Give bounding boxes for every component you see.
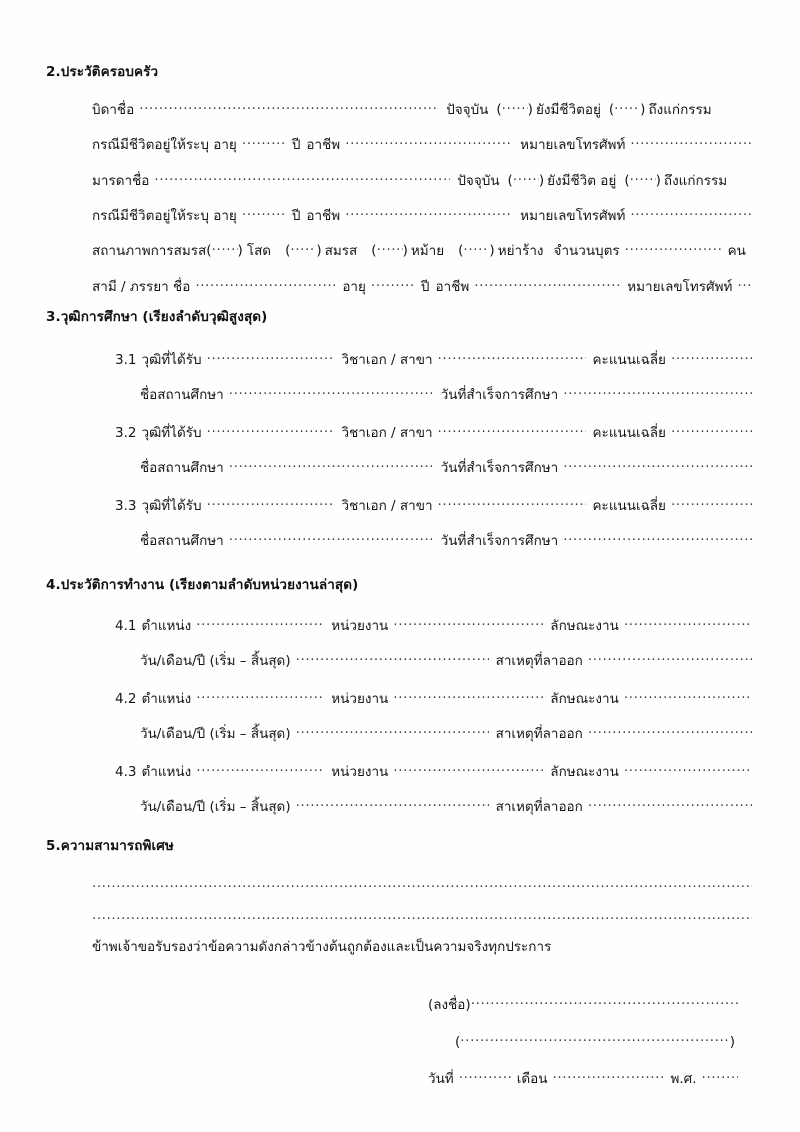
education-institution-label-2: ชื่อสถานศึกษา: [140, 459, 224, 476]
spouse-phone-field[interactable]: [737, 277, 752, 291]
work-position-label-2: ตำแหน่ง: [141, 690, 192, 707]
date-year-field[interactable]: [702, 1069, 739, 1083]
children-count-field[interactable]: [625, 241, 723, 255]
work-row-3: [115, 762, 752, 779]
education-institution-row-2: [140, 458, 752, 475]
spouse-age-label: อายุ: [342, 278, 366, 295]
work-position-field-2[interactable]: [196, 689, 324, 703]
status-divorced-checkbox[interactable]: ( ..... ): [458, 241, 495, 258]
printed-name-open-paren: (: [455, 1033, 461, 1050]
work-position-label-1: ตำแหน่ง: [141, 617, 192, 634]
work-period-row-1: [140, 651, 752, 668]
mother-occupation-field[interactable]: [345, 206, 513, 220]
work-nature-field-3[interactable]: [624, 762, 752, 776]
spouse-occupation-label: อาชีพ: [435, 278, 470, 295]
work-nature-field-2[interactable]: [624, 689, 752, 703]
mother-deceased-checkbox[interactable]: ( ..... ): [624, 171, 661, 188]
marital-status-label: สถานภาพการสมรส: [92, 242, 207, 259]
spouse-occupation-field[interactable]: [474, 277, 620, 291]
education-degree-label-2: วุฒิที่ได้รับ: [141, 424, 202, 441]
father-alive-label: ยังมีชีวิตอยู่: [535, 101, 601, 118]
work-row-1: [115, 616, 752, 633]
work-period-field-3[interactable]: [296, 797, 489, 811]
work-position-field-3[interactable]: [196, 762, 324, 776]
father-age-field[interactable]: [242, 135, 287, 149]
education-number-1: 3.1: [115, 351, 137, 368]
work-period-label-2: วัน/เดือน/ปี (เริ่ม – สิ้นสุด): [140, 725, 291, 742]
work-number-2: 4.2: [115, 690, 137, 707]
education-major-label-1: วิชาเอก / สาขา: [341, 351, 433, 368]
date-month-field[interactable]: [552, 1069, 664, 1083]
father-details-row: [92, 135, 752, 152]
education-institution-field-1[interactable]: [229, 385, 434, 399]
father-deceased-label: ถึงแก่กรรม: [648, 101, 712, 118]
status-widowed-label: หม้าย: [410, 242, 445, 259]
spouse-year-label: ปี: [420, 278, 430, 295]
work-number-3: 4.3: [115, 763, 137, 780]
work-reason-label-2: สาเหตุที่ลาออก: [495, 725, 583, 742]
work-row-2: [115, 689, 752, 706]
signature-label: (ลงชื่อ): [428, 996, 471, 1013]
work-organization-field-3[interactable]: [393, 762, 543, 776]
education-graddate-label-1: วันที่สำเร็จการศึกษา: [440, 386, 559, 403]
date-year-label: พ.ศ.: [670, 1070, 697, 1087]
work-organization-label-1: หน่วยงาน: [331, 617, 389, 634]
status-married-label: สมรส: [324, 242, 358, 259]
father-year-label: ปี: [291, 136, 301, 153]
printed-name-close-paren: ): [729, 1033, 735, 1050]
father-current-label: ปัจจุบัน: [446, 101, 489, 118]
section-heading-education: 3.วุฒิการศึกษา (เรียงลำดับวุฒิสูงสุด): [46, 309, 268, 325]
date-day-field[interactable]: [459, 1069, 511, 1083]
education-row-1: [115, 350, 752, 367]
work-organization-field-2[interactable]: [393, 689, 543, 703]
work-number-1: 4.1: [115, 617, 137, 634]
section-heading-family: 2.ประวัติครอบครัว: [46, 64, 159, 80]
education-gpa-label-3: คะแนนเฉลี่ย: [592, 497, 666, 514]
education-gpa-label-1: คะแนนเฉลี่ย: [592, 351, 666, 368]
spouse-name-label: สามี / ภรรยา ชื่อ: [92, 278, 191, 295]
mother-phone-label: หมายเลขโทรศัพท์: [520, 207, 626, 224]
mother-name-row: [92, 171, 752, 188]
date-day-label: วันที่: [428, 1070, 454, 1087]
work-position-label-3: ตำแหน่ง: [141, 763, 192, 780]
education-graddate-label-3: วันที่สำเร็จการศึกษา: [440, 532, 559, 549]
signature-row: [428, 995, 738, 1012]
father-phone-label: หมายเลขโทรศัพท์: [520, 136, 626, 153]
education-degree-field-2[interactable]: [207, 423, 335, 437]
father-alive-checkbox[interactable]: ( ..... ): [496, 100, 533, 117]
mother-deceased-label: ถึงแก่กรรม: [663, 172, 728, 189]
education-graddate-field-2[interactable]: [563, 458, 752, 472]
certification-statement-row: [92, 941, 551, 955]
spouse-age-field[interactable]: [371, 277, 416, 291]
education-gpa-field-2[interactable]: [671, 423, 752, 437]
work-reason-label-3: สาเหตุที่ลาออก: [495, 798, 583, 815]
section-heading-work: 4.ประวัติการทำงาน (เรียงตามลำดับหน่วยงานล่าสุด): [46, 577, 359, 593]
mother-year-label: ปี: [291, 207, 301, 224]
education-institution-field-2[interactable]: [229, 458, 434, 472]
education-institution-row-3: [140, 531, 752, 548]
education-institution-label-1: ชื่อสถานศึกษา: [140, 386, 224, 403]
father-name-field[interactable]: [139, 100, 439, 114]
education-graddate-field-1[interactable]: [563, 385, 752, 399]
father-phone-field[interactable]: [630, 135, 752, 149]
father-deceased-checkbox[interactable]: ( ..... ): [609, 100, 646, 117]
education-row-3: [115, 496, 752, 513]
children-count-label: จำนวนบุตร: [553, 242, 620, 259]
education-number-3: 3.3: [115, 497, 137, 514]
mother-occupation-label: อาชีพ: [306, 207, 341, 224]
education-institution-row-1: [140, 385, 752, 402]
education-institution-field-3[interactable]: [229, 531, 434, 545]
printed-name-row: [455, 1032, 735, 1049]
work-position-field-1[interactable]: [196, 616, 324, 630]
work-period-field-1[interactable]: [296, 651, 489, 665]
work-period-row-2: [140, 724, 752, 741]
education-degree-field-3[interactable]: [207, 496, 335, 510]
mother-details-row: [92, 206, 752, 223]
father-occupation-field[interactable]: [345, 135, 513, 149]
education-graddate-label-2: วันที่สำเร็จการศึกษา: [440, 459, 559, 476]
special-skills-line-1[interactable]: [92, 878, 752, 892]
children-unit-label: คน: [727, 242, 746, 259]
spouse-phone-label: หมายเลขโทรศัพท์: [627, 278, 733, 295]
marital-status-row: [92, 241, 752, 258]
education-major-field-1[interactable]: [438, 350, 586, 364]
education-gpa-field-3[interactable]: [671, 496, 752, 510]
mother-name-label: มารดาชื่อ: [92, 172, 150, 189]
father-if-alive-label: กรณีมีชีวิตอยู่ให้ระบุ อายุ: [92, 136, 237, 153]
mother-alive-checkbox[interactable]: ( ..... ): [508, 171, 545, 188]
education-major-field-3[interactable]: [438, 496, 586, 510]
education-degree-label-3: วุฒิที่ได้รับ: [141, 497, 202, 514]
signature-field[interactable]: [471, 995, 738, 1009]
education-major-label-3: วิชาเอก / สาขา: [341, 497, 433, 514]
scan-artifact: [95, 2, 655, 24]
work-nature-label-3: ลักษณะงาน: [550, 763, 619, 780]
mother-current-label: ปัจจุบัน: [457, 172, 500, 189]
mother-age-field[interactable]: [242, 206, 287, 220]
work-reason-field-2[interactable]: [588, 724, 752, 738]
father-name-row: [92, 100, 752, 117]
work-nature-field-1[interactable]: [624, 616, 752, 630]
work-nature-label-2: ลักษณะงาน: [550, 690, 619, 707]
printed-name-field[interactable]: [460, 1032, 729, 1046]
status-single-checkbox[interactable]: ( ..... ): [206, 241, 243, 258]
special-skills-line-2[interactable]: [92, 910, 752, 924]
education-degree-field-1[interactable]: [207, 350, 335, 364]
education-major-label-2: วิชาเอก / สาขา: [341, 424, 433, 441]
work-reason-label-1: สาเหตุที่ลาออก: [495, 652, 583, 669]
education-row-2: [115, 423, 752, 440]
father-name-label: บิดาชื่อ: [92, 101, 135, 118]
mother-name-field[interactable]: [154, 171, 450, 185]
work-organization-label-3: หน่วยงาน: [331, 763, 389, 780]
education-gpa-field-1[interactable]: [671, 350, 752, 364]
date-month-label: เดือน: [516, 1070, 548, 1087]
status-widowed-checkbox[interactable]: ( ..... ): [371, 241, 408, 258]
work-period-label-1: วัน/เดือน/ปี (เริ่ม – สิ้นสุด): [140, 652, 291, 669]
spouse-row: [92, 277, 752, 294]
education-degree-label-1: วุฒิที่ได้รับ: [141, 351, 202, 368]
section-heading-special-skills: 5.ความสามารถพิเศษ: [46, 838, 174, 854]
education-graddate-field-3[interactable]: [563, 531, 752, 545]
spouse-name-field[interactable]: [195, 277, 335, 291]
work-reason-field-3[interactable]: [588, 797, 752, 811]
work-period-field-2[interactable]: [296, 724, 489, 738]
mother-phone-field[interactable]: [630, 206, 752, 220]
work-period-label-3: วัน/เดือน/ปี (เริ่ม – สิ้นสุด): [140, 798, 291, 815]
work-nature-label-1: ลักษณะงาน: [550, 617, 619, 634]
status-divorced-label: หย่าร้าง: [497, 242, 544, 259]
education-institution-label-3: ชื่อสถานศึกษา: [140, 532, 224, 549]
work-reason-field-1[interactable]: [588, 651, 752, 665]
father-occupation-label: อาชีพ: [306, 136, 341, 153]
mother-if-alive-label: กรณีมีชีวิตอยู่ให้ระบุ อายุ: [92, 207, 237, 224]
certification-statement: ข้าพเจ้าขอรับรองว่าข้อความดังกล่าวข้างต้นถูกต้องและเป็นความจริงทุกประการ: [92, 939, 552, 955]
date-row: [428, 1069, 738, 1086]
mother-alive-label: ยังมีชีวิต อยู่: [547, 172, 617, 189]
work-organization-label-2: หน่วยงาน: [331, 690, 389, 707]
work-period-row-3: [140, 797, 752, 814]
work-organization-field-1[interactable]: [393, 616, 543, 630]
education-gpa-label-2: คะแนนเฉลี่ย: [592, 424, 666, 441]
education-major-field-2[interactable]: [438, 423, 586, 437]
status-married-checkbox[interactable]: ( ..... ): [285, 241, 322, 258]
education-number-2: 3.2: [115, 424, 137, 441]
status-single-label: โสด: [246, 242, 272, 259]
